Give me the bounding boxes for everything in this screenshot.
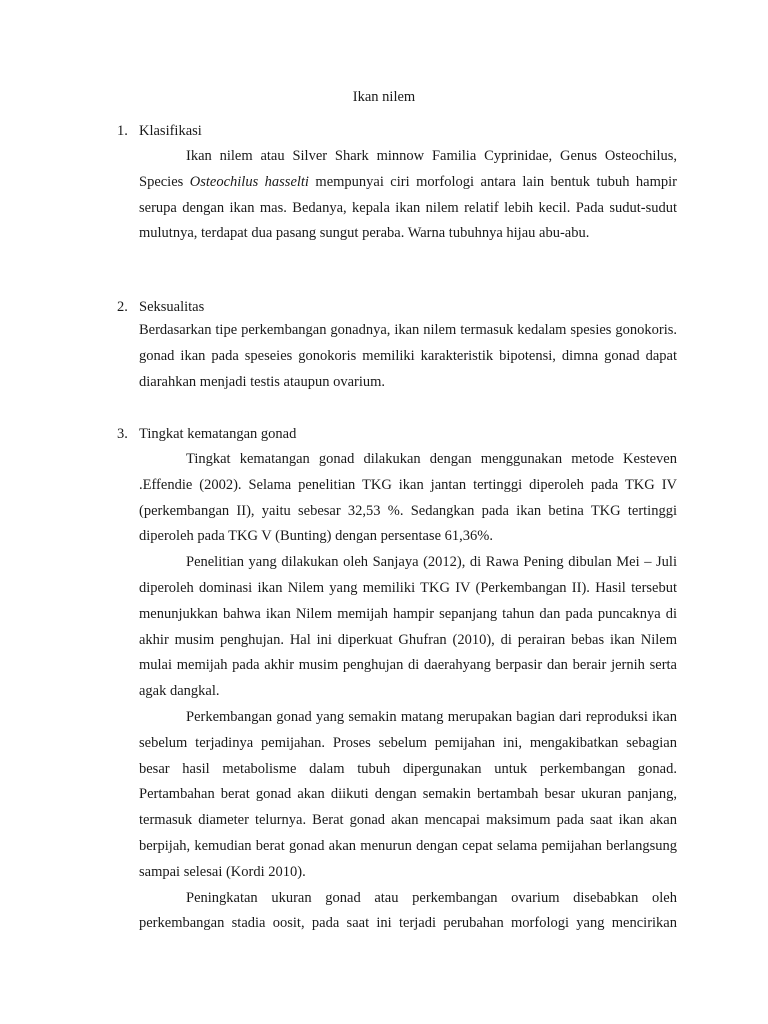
- species-name: Osteochilus hasselti: [189, 173, 309, 190]
- paragraph: Peningkatan ukuran gonad atau perkembangan ovarium disebabkan oleh perkembangan stadia oosit, pada saat ini terjadi perubahan morfologi yang mencirikan: [139, 889, 677, 932]
- paragraph: Berdasarkan tipe perkembangan gonadnya, ikan nilem termasuk kedalam spesies gonokoris. gonad ikan pada speseies gonokoris memiliki karakteristik bipotensi, dimna gonad dapat diarahkan menjadi testis ataupun ovarium.: [139, 322, 677, 390]
- paragraph: [139, 144, 677, 247]
- section-number: 2.: [117, 299, 128, 315]
- section-title: Seksualitas: [139, 299, 205, 315]
- paragraph-text: mempunyai ciri morfologi antara lain bentuk tubuh hampir serupa dengan ikan mas. Bedanya, kepala ikan nilem relatif lebih kecil. Pada sudut-sudut mulutnya, terdapat dua pasang sungut peraba. Warna tubuhnya hijau abu-abu.: [139, 173, 677, 242]
- section-number: 3.: [117, 426, 128, 442]
- section-seksualitas: [117, 297, 677, 395]
- section-tingkat-kematangan-gonad: [117, 424, 677, 937]
- section-heading: [117, 121, 677, 141]
- document-title: Ikan nilem: [352, 89, 416, 105]
- section-heading: [117, 297, 677, 317]
- paragraph: Tingkat kematangan gonad dilakukan dengan menggunakan metode Kesteven .Effendie (2002). Selama penelitian TKG ikan jantan tertinggi diperoleh pada TKG IV (perkembangan II), yaitu sebesar 32,53 %. Sedangkan pada ikan betina TKG tertinggi diperoleh pada TKG V (Bunting) dengan persentase 61,36%.: [139, 451, 677, 545]
- section-klasifikasi: [117, 121, 677, 247]
- section-number: 1.: [117, 123, 128, 139]
- section-heading: [117, 424, 677, 444]
- paragraph: Perkembangan gonad yang semakin matang merupakan bagian dari reproduksi ikan sebelum terjadinya pemijahan. Proses sebelum pemijahan ini, mengakibatkan sebagian besar hasil metabolisme dalam tubuh dipergunakan untuk perkembangan gonad. Pertambahan berat gonad akan diikuti dengan semakin bertambah besar ukuran panjang, termasuk diameter telurnya. Berat gonad akan mencapai maksimum pada saat ikan akan berpijah, kemudian berat gonad akan menurun dengan cepat selama pemijahan berlangsung sampai selesai (Kordi 2010).: [139, 708, 677, 880]
- section-title: Klasifikasi: [139, 123, 202, 139]
- paragraph: Penelitian yang dilakukan oleh Sanjaya (2012), di Rawa Pening dibulan Mei – Juli diperoleh dominasi ikan Nilem yang memiliki TKG IV (Perkembangan II). Hasil tersebut menunjukkan bahwa ikan Nilem memijah hampir sepanjang tahun dan pada puncaknya di akhir musim penghujan. Hal ini diperkuat Ghufran (2010), di perairan bebas ikan Nilem mulai memijah pada akhir musim penghujan di daerahyang berpasir dan berair jernih serta agak dangkal.: [139, 554, 677, 700]
- paragraph-text: Ikan nilem atau Silver Shark minnow Familia Cyprinidae, Genus Osteochilus, Species: [139, 148, 677, 190]
- section-title: Tingkat kematangan gonad: [139, 426, 297, 442]
